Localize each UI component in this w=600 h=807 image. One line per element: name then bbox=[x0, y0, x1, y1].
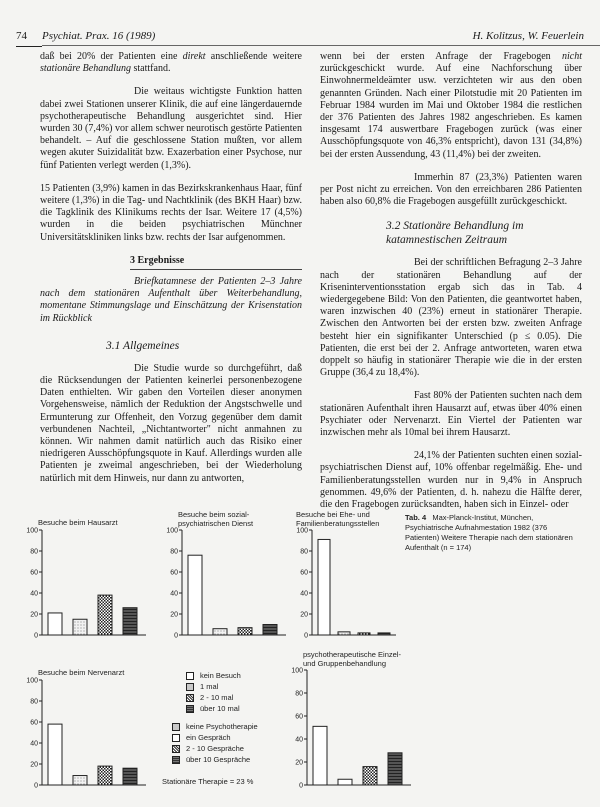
svg-text:60: 60 bbox=[170, 569, 178, 577]
chart-title: Besuche bei Ehe- und Familienberatungsstellen bbox=[296, 510, 380, 528]
svg-text:100: 100 bbox=[26, 527, 38, 535]
svg-text:40: 40 bbox=[30, 740, 38, 748]
caption-text: Max-Planck-Institut, München, Psychiatrische Aufnahmestation 1982 (376 Patienten) Weitere Therapie nach dem stationären Aufenthalt (n = 174) bbox=[405, 513, 573, 552]
running-authors: H. Kolitzus, W. Feuerlein bbox=[472, 30, 584, 42]
stationary-therapy-note: Stationäre Therapie = 23 % bbox=[162, 777, 254, 786]
paragraph: wenn bei der ersten Anfrage der Fragebogen nicht zurückgeschickt wurde. Auf eine Nachforschung über Einwohnermeldeämter usw. verzichteten wir aus den oben genannten Gründen. Nach einer Pilotstudie mit 20 Patienten im Februar 1984 wurden im Mai und Oktober 1984 die restlichen der 376 Patienten des Jahres 1982 angeschrieben. Es kamen insgesamt 174 auswertbare Fragebogen zurück (was einer Ausschöpfungsquote von 46,3% entspricht), davon 131 (34,8%) bei der ersten Aussendung, 43 (11,4%) bei der zweiten. bbox=[320, 51, 582, 160]
section-heading: 3 Ergebnisse bbox=[130, 255, 302, 270]
paragraph: daß bei 20% der Patienten eine direkt anschließende weitere stationäre Behandlung stattfand. bbox=[40, 51, 302, 75]
legend-psychotherapy bbox=[172, 721, 258, 765]
legend-item: kein Besuch bbox=[186, 670, 241, 681]
caption-label: Tab. 4 bbox=[405, 513, 427, 522]
bar-chart bbox=[285, 650, 415, 795]
chart-title: psychotherapeutische Einzel- und Gruppenbehandlung bbox=[303, 650, 401, 668]
svg-text:40: 40 bbox=[30, 590, 38, 598]
page-number: 74 bbox=[16, 30, 27, 42]
svg-text:60: 60 bbox=[30, 569, 38, 577]
journal-citation: Psychiat. Prax. 16 (1989) bbox=[42, 30, 156, 42]
svg-text:20: 20 bbox=[30, 611, 38, 619]
svg-text:100: 100 bbox=[291, 667, 303, 675]
chart-sozialpsychiatrischer-dienst bbox=[160, 510, 290, 645]
swatch-checker-icon bbox=[186, 694, 194, 702]
svg-text:0: 0 bbox=[299, 782, 303, 790]
swatch-empty-icon bbox=[186, 672, 194, 680]
chart-title: Besuche beim sozial- psychiatrischen Dienst bbox=[178, 510, 254, 528]
figure-tab-4 bbox=[0, 500, 600, 807]
legend-item: 2 - 10 Gespräche bbox=[172, 743, 258, 754]
svg-text:80: 80 bbox=[295, 690, 303, 698]
paragraph: 15 Patienten (3,9%) kamen in das Bezirkskrankenhaus Haar, fünf weitere (1,3%) in die Tag- und Nachtklinik (des BKH Haar) bzw. die Tagklinik des Klinikums rechts der Isar. Weitere 17 (4,5%) wurden in die beiden psychiatrischen Münchner Universitätskliniken links bzw. rechts der Isar aufgenommen. bbox=[40, 182, 302, 243]
legend-item: ein Gespräch bbox=[172, 732, 258, 743]
paragraph: Immerhin 87 (23,3%) Patienten waren per Post nicht zu erreichen. Von den erreichbaren 286 Patienten haben also 60,8% die Fragebogen ausgefüllt zurückgeschickt. bbox=[320, 171, 582, 208]
paragraph: Die Studie wurde so durchgeführt, daß die Rücksendungen der Patienten keinerlei personenbezogene Daten enthielten. Wir gaben den Vorteilen dieser anonymen Vorgehensweise, nämlich der Reduktion der Angstschwelle und Ermunterung zur Offenheit, den Vorzug gegenüber dem damit verbundenen Nachteil, „Nichtantworter" nicht anmahnen zu können. Wir nahmen damit natürlich auch das Risiko einer niedrigeren Ausschöpfungsquote in Kauf. Allerdings wurden alle Patienten je zweimal angeschrieben, bei der Wiederholung natürlich mit dem Hinweis, nur dann zu antworten, bbox=[40, 362, 302, 484]
legend-visits bbox=[186, 670, 241, 714]
svg-text:20: 20 bbox=[30, 761, 38, 769]
bar-chart bbox=[160, 510, 290, 645]
chart-ehe-familienberatung bbox=[290, 510, 400, 645]
swatch-dotted-icon bbox=[186, 683, 194, 691]
chart-hausarzt bbox=[20, 510, 150, 645]
swatch-empty-icon bbox=[172, 734, 180, 742]
bar-chart bbox=[290, 510, 400, 645]
chart-title: Besuche beim Nervenarzt bbox=[38, 668, 125, 677]
figure-caption bbox=[405, 513, 580, 553]
svg-text:60: 60 bbox=[30, 719, 38, 727]
svg-text:80: 80 bbox=[30, 548, 38, 556]
header-rule-left bbox=[16, 46, 42, 47]
legend-item: über 10 Gespräche bbox=[172, 754, 258, 765]
svg-text:100: 100 bbox=[166, 527, 178, 535]
legend-item: 2 - 10 mal bbox=[186, 692, 241, 703]
svg-text:0: 0 bbox=[304, 632, 308, 640]
svg-text:0: 0 bbox=[34, 782, 38, 790]
chart-psychotherapie bbox=[285, 650, 415, 795]
svg-text:60: 60 bbox=[295, 713, 303, 721]
svg-text:40: 40 bbox=[295, 736, 303, 744]
page-header bbox=[16, 28, 584, 46]
legend-item: keine Psychotherapie bbox=[172, 721, 258, 732]
paragraph: Bei der schriftlichen Befragung 2–3 Jahre nach der stationären Behandlung auf der Kriseninterventionsstation ergab sich das in Tab. 4 wiedergegebene Bild: Von den Patienten, die geantwortet haben, waren inzwischen 40 (23%) erneut in stationärer Therapie. Zwischen den Antworten bei der ersten bzw. zweiten Anfrage besteht hier ein signifikanter Unterschied (p ≤ 0.05). Die Patienten, die erst bei der 2. Anfrage antworteten, waren etwa doppelt so häufig in stationärer Therapie wie die in der ersten Gruppe (36,4 zu 18,4%). bbox=[320, 257, 582, 379]
subsection-heading: 3.1 Allgemeines bbox=[106, 339, 180, 352]
paragraph: 24,1% der Patienten suchten einen sozial-psychiatrischen Dienst auf, 10% offenbar regelmäßig. Ehe- und Familienberatungsstellen wurden nur in 9,4% in Anspruch genommen. 49,6% der Patienten, d. h. nahezu die Hälfte derer, die den Fragebogen zurücksandten, haben sich in Einzel- oder bbox=[320, 450, 582, 511]
swatch-checker-icon bbox=[172, 745, 180, 753]
svg-text:40: 40 bbox=[170, 590, 178, 598]
header-rule bbox=[42, 45, 600, 46]
left-column bbox=[40, 51, 302, 496]
svg-text:40: 40 bbox=[300, 590, 308, 598]
bar-chart bbox=[20, 510, 150, 645]
swatch-dotted-icon bbox=[172, 723, 180, 731]
svg-text:20: 20 bbox=[300, 611, 308, 619]
paragraph: Fast 80% der Patienten suchten nach dem stationären Aufenthalt ihren Hausarzt auf, etwas über 40% einen Psychiater oder Nervenarzt. Ein Viertel der Patienten war inzwischen mehr als 10mal bei ihrem Hausarzt. bbox=[320, 390, 582, 439]
svg-text:20: 20 bbox=[295, 759, 303, 767]
svg-text:100: 100 bbox=[296, 527, 308, 535]
legend-item: über 10 mal bbox=[186, 703, 241, 714]
legend-item: 1 mal bbox=[186, 681, 241, 692]
svg-text:80: 80 bbox=[170, 548, 178, 556]
swatch-dark-icon bbox=[172, 756, 180, 764]
svg-text:20: 20 bbox=[170, 611, 178, 619]
svg-text:60: 60 bbox=[300, 569, 308, 577]
chart-nervenarzt bbox=[20, 660, 150, 795]
chart-title: Besuche beim Hausarzt bbox=[38, 518, 118, 527]
svg-text:80: 80 bbox=[300, 548, 308, 556]
svg-text:0: 0 bbox=[174, 632, 178, 640]
svg-text:80: 80 bbox=[30, 698, 38, 706]
bar-chart bbox=[20, 660, 150, 795]
section-subtitle: Briefkatamnese der Patienten 2–3 Jahre nach dem stationären Aufenthalt über Weiterbehandlung, momentane Stimmungslage und Einschätzung der Krisenstation im Rückblick bbox=[40, 276, 302, 324]
svg-text:100: 100 bbox=[26, 677, 38, 685]
paragraph: Die weitaus wichtigste Funktion hatten dabei zwei Stationen unserer Klinik, die auf eine längerdauernde psychotherapeutische Behandlung ausgerichtet sind. Hier wurden 30 (7,4%) vor allem schwer neurotisch gestörte Patienten behandelt. – Auf die geschlossene Station mußten, vor allem wegen akuter Suizidalität bzw. Exazerbation einer Psychose, nur fünf Patienten verlegt werden (1,3%). bbox=[40, 86, 302, 171]
swatch-dark-icon bbox=[186, 705, 194, 713]
subsection-heading: 3.2 Stationäre Behandlung im katamnestischen Zeitraum bbox=[386, 220, 524, 247]
right-column bbox=[320, 51, 582, 522]
svg-text:0: 0 bbox=[34, 632, 38, 640]
